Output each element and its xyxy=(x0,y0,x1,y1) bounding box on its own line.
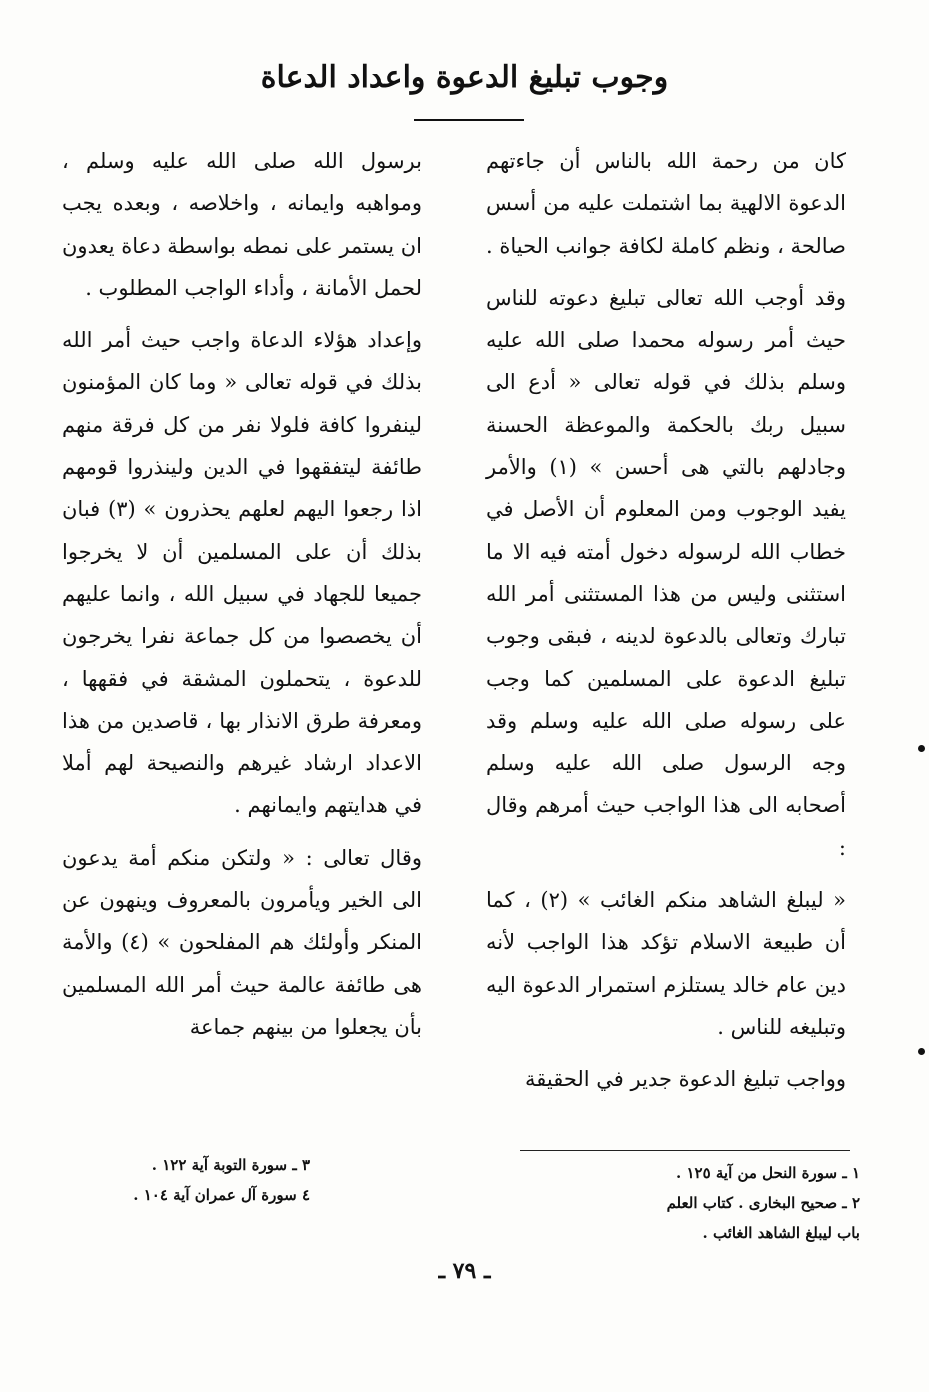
right-column xyxy=(486,140,846,1111)
paragraph: « ليبلغ الشاهد منكم الغائب » (٢) ، كما أن طبيعة الاسلام تؤكد هذا الواجب لأنه دين عام خالد يستلزم استمرار الدعوة اليه وتبليغه للناس . xyxy=(486,888,846,1039)
page-number: ـ ٧٩ ـ xyxy=(438,1258,491,1284)
footnotes-left xyxy=(40,1150,310,1210)
paragraph: وإعداد هؤلاء الدعاة واجب حيث أمر الله بذلك في قوله تعالى « وما كان المؤمنون لينفروا كافة فلولا نفر من كل فرقة منهم طائفة ليتفقهوا في الدين ولينذروا قومهم اذا رجعوا اليهم لعلهم يحذرون » (٣) فبان بذلك أن على المسلمين أن لا يخرجوا جميعا للجهاد في سبيل الله ، وانما عليهم أن يخصصوا من كل جماعة نفرا يخرجون للدعوة ، يتحملون المشقة في فقهها ، ومعرفة طرق الانذار بها ، قاصدين من هذا الاعداد ارشاد غيرهم والنصيحة لهم أملا في هدايتهم وايمانهم . xyxy=(62,328,422,818)
footnotes-right xyxy=(470,1158,860,1248)
footnote: ٣ ـ سورة التوبة آية ١٢٢ . xyxy=(151,1156,310,1174)
margin-mark xyxy=(918,1048,925,1055)
paragraph: كان من رحمة الله بالناس أن جاءتهم الدعوة الالهية بما اشتملت عليه من أسس صالحة ، ونظم كاملة لكافة جوانب الحياة . xyxy=(485,149,846,258)
paragraph: وواجب تبليغ الدعوة جدير في الحقيقة xyxy=(525,1067,846,1092)
left-column xyxy=(62,140,422,1058)
footnote: ٢ ـ صحيح البخارى . كتاب العلم xyxy=(666,1194,860,1212)
footnote: باب ليبلغ الشاهد الغائب . xyxy=(702,1224,860,1242)
footnote: ٤ سورة آل عمران آية ١٠٤ . xyxy=(133,1186,310,1204)
title-underline xyxy=(414,119,524,121)
margin-mark xyxy=(918,745,925,752)
footnote-divider xyxy=(520,1150,850,1151)
paragraph: وقال تعالى : « ولتكن منكم أمة يدعون الى الخير ويأمرون بالمعروف وينهون عن المنكر وأولئك هم المفلحون » (٤) والأمة هى طائفة عالمة حيث أمر الله المسلمين بأن يجعلوا من بينهم جماعة xyxy=(62,845,423,1039)
paragraph: وقد أوجب الله تعالى تبليغ دعوته للناس حيث أمر رسوله محمدا صلى الله عليه وسلم بذلك في قوله تعالى « أدع الى سبيل ربك بالحكمة والموعظة الحسنة وجادلهم بالتي هى أحسن » (١) والأمر يفيد الوجوب ومن المعلوم أن الأصل في خطاب الله لرسوله دخول أمته فيه الا ما استثنى وليس من هذا المستثنى أمر الله تبارك وتعالى بالدعوة لدينه ، فبقى وجوب تبليغ الدعوة على المسلمين كما وجب على رسوله صلى الله عليه وسلم وقد وجه الرسول صلى الله عليه وسلم أصحابه الى هذا الواجب حيث أمرهم وقال : xyxy=(486,285,846,860)
footnote: ١ ـ سورة النحل من آية ١٢٥ . xyxy=(676,1164,860,1182)
page-title: وجوب تبليغ الدعوة واعداد الدعاة xyxy=(260,60,669,95)
paragraph: برسول الله صلى الله عليه وسلم ، ومواهبه وايمانه ، واخلاصه ، وبعده يجب ان يستمر على نمطه بواسطة دعاة يعدون لحمل الأمانة ، وأداء الواجب المطلوب . xyxy=(62,149,422,300)
